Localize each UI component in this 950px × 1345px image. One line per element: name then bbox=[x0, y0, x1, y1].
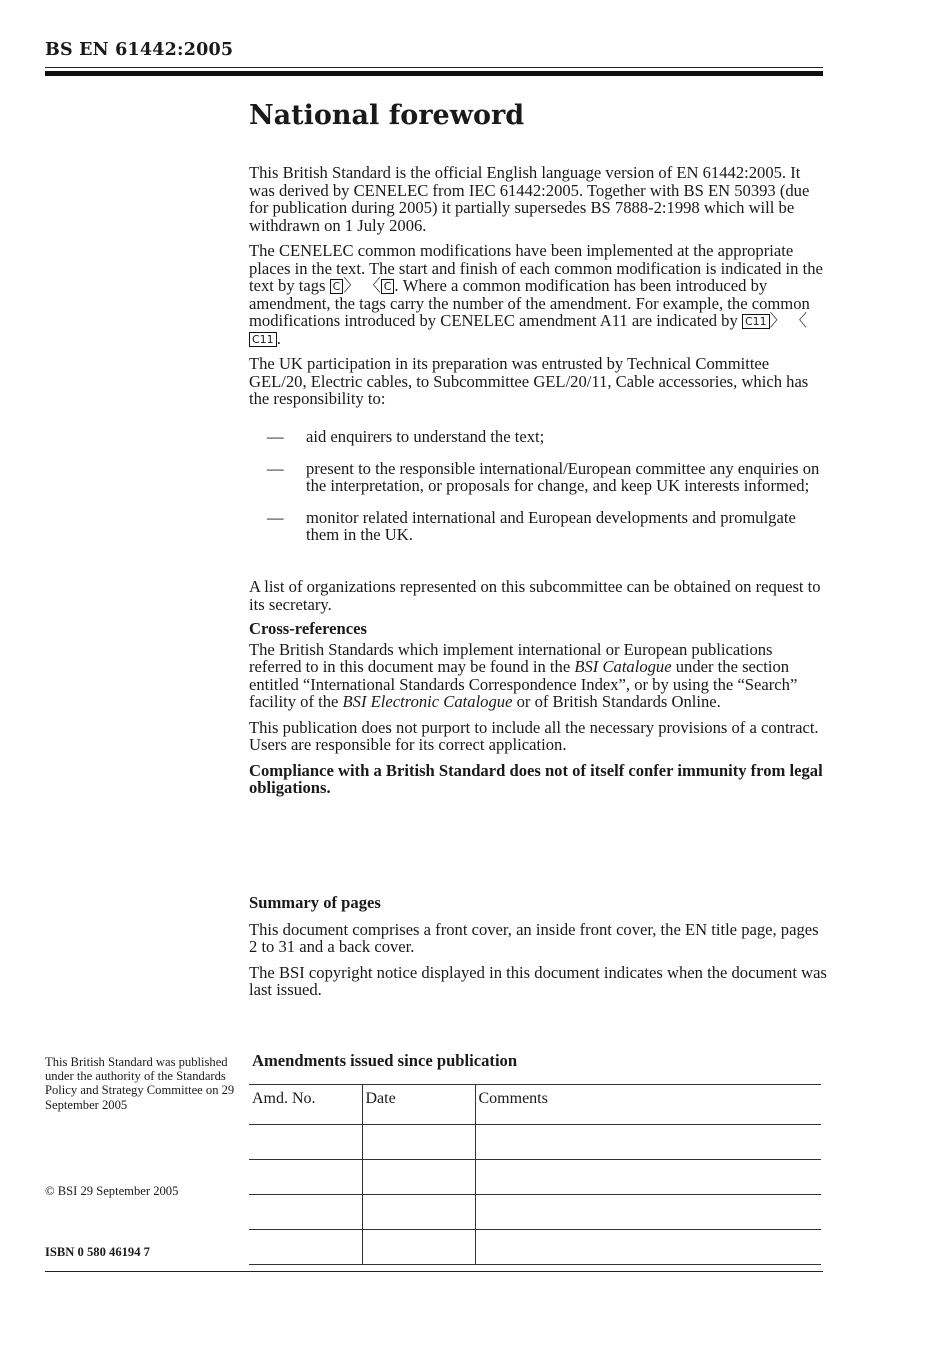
header-thick-rule bbox=[45, 71, 823, 76]
cross-references-heading: Cross-references bbox=[249, 619, 367, 638]
tag-open-c11: C11 bbox=[742, 314, 770, 329]
summary-heading: Summary of pages bbox=[249, 893, 381, 912]
table-row bbox=[249, 1160, 821, 1195]
modifications-paragraph: The CENELEC common modifications have been implemented at the appropriate places in the text. The start and finish of each common modification is indicated in the text by tags C 〉 〈 C . Where a common modification has been introduced by amendment, the tags carry the number of the amendment. For example, the common modifications introduced by CENELEC amendment A11 are indicated by C11 〉 〈C11 . bbox=[249, 241, 823, 348]
tag-open-c: C bbox=[330, 279, 344, 294]
copyright-notice-paragraph: The BSI copyright notice displayed in this document indicates when the document was last issued. bbox=[249, 962, 827, 999]
list-item: — present to the responsible international/European committee any enquiries on the interpretation, or proposals for change, and keep UK interests informed; bbox=[267, 458, 820, 495]
participation-paragraph: The UK participation in its preparation was entrusted by Technical Committee GEL/20, Electric cables, to Subcommittee GEL/20/11, Cable accessories, which has the responsibility to: bbox=[249, 354, 809, 408]
column-header-comments: Comments bbox=[475, 1085, 821, 1125]
table-row bbox=[249, 1195, 821, 1230]
summary-paragraph: This document comprises a front cover, an inside front cover, the EN title page, pages 2 to 31 and a back cover. bbox=[249, 919, 819, 956]
intro-paragraph: This British Standard is the official English language version of EN 61442:2005. It was derived by CENELEC from IEC 61442:2005. Together with BS EN 50393 (due for publication during 2005) it partially supersedes BS 7888-2:1998 which will be withdrawn on 1 July 2006. bbox=[249, 163, 810, 235]
publication-authority-note: This British Standard was published under the authority of the Standards Policy and Strategy Committee on 29 September 2005 bbox=[45, 1055, 235, 1112]
table-row bbox=[249, 1125, 821, 1160]
intro-section bbox=[249, 164, 827, 416]
header-thin-rule bbox=[45, 67, 823, 68]
amendments-table bbox=[249, 1084, 821, 1265]
footer-rule bbox=[45, 1271, 823, 1272]
responsibility-list bbox=[249, 428, 827, 558]
after-list-section bbox=[249, 578, 827, 797]
compliance-statement: Compliance with a British Standard does not of itself confer immunity from legal obligations. bbox=[249, 760, 823, 797]
column-header-date: Date bbox=[362, 1085, 475, 1125]
table-row bbox=[249, 1230, 821, 1265]
dash-marker: — bbox=[267, 458, 284, 478]
dash-marker: — bbox=[267, 507, 284, 527]
document-id-header: BS EN 61442:2005 bbox=[45, 40, 234, 60]
amendments-title: Amendments issued since publication bbox=[252, 1051, 518, 1070]
dash-marker: — bbox=[267, 427, 284, 446]
table-header-row bbox=[249, 1085, 821, 1125]
list-item: — aid enquirers to understand the text; bbox=[267, 427, 545, 446]
summary-section bbox=[249, 894, 827, 999]
cross-references-paragraph: The British Standards which implement international or European publications referred to in this document may be found in the BSI Catalogue under the section entitled “International Standards Correspondence Index”, or by using the “Search” facility of the BSI Electronic Catalogue or of British Standards Online. bbox=[249, 639, 798, 711]
page-title: National foreword bbox=[249, 100, 525, 131]
isbn-line: ISBN 0 580 46194 7 bbox=[45, 1245, 150, 1259]
tag-close-c11: C11 bbox=[249, 332, 277, 347]
list-item: — monitor related international and European developments and promulgate them in the UK. bbox=[267, 507, 796, 544]
tag-close-c: C bbox=[381, 279, 395, 294]
column-header-amd-no: Amd. No. bbox=[249, 1085, 362, 1125]
organizations-paragraph: A list of organizations represented on this subcommittee can be obtained on request to its secretary. bbox=[249, 577, 821, 614]
provisions-paragraph: This publication does not purport to include all the necessary provisions of a contract. Users are responsible for its correct application. bbox=[249, 717, 819, 754]
copyright-line: © BSI 29 September 2005 bbox=[45, 1184, 179, 1198]
